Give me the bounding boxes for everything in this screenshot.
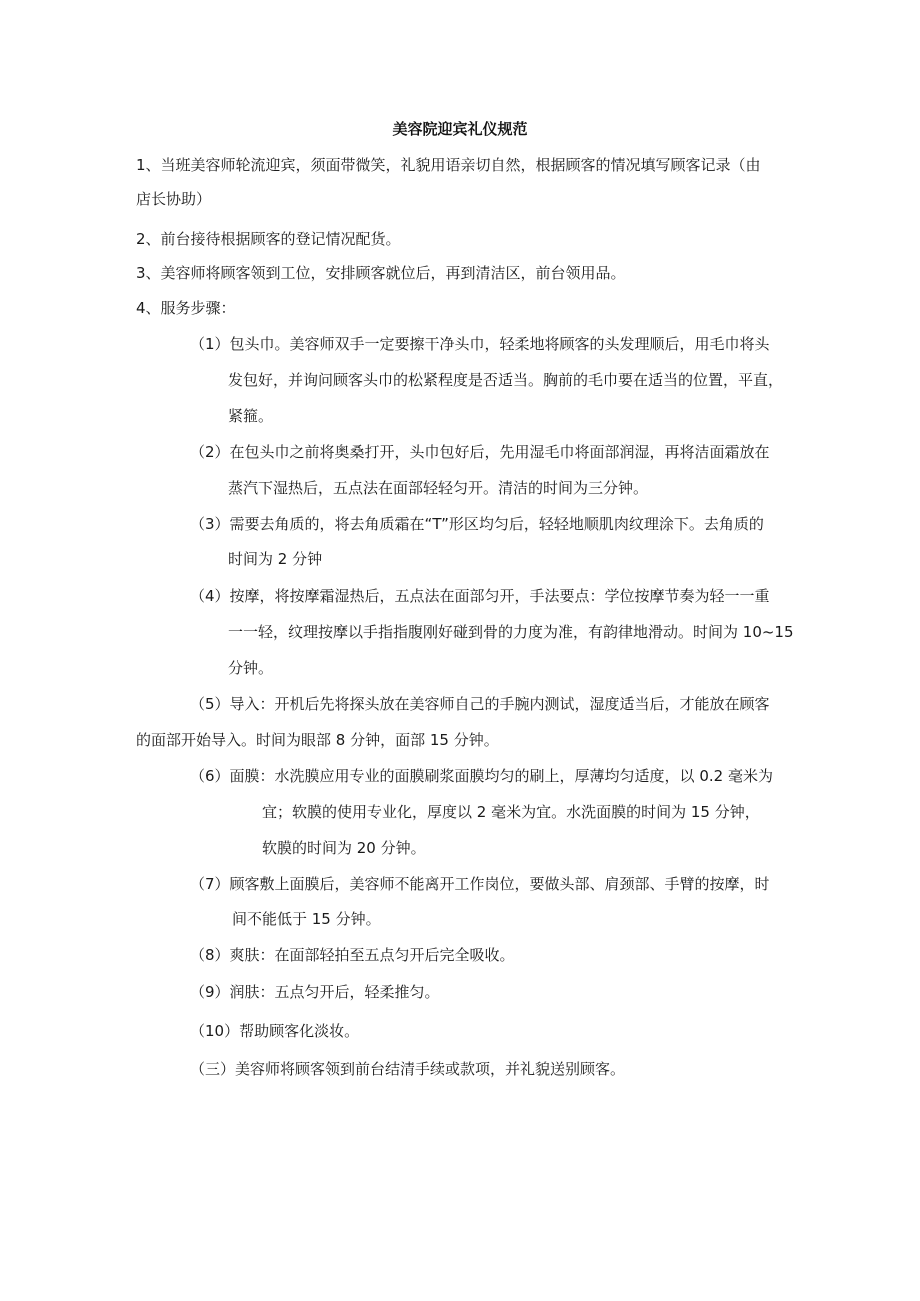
step-3-line-1: （3）需要去角质的，将去角质霜在“T”形区均匀后，轻轻地顺肌肉纹理涂下。去角质的 <box>190 515 764 533</box>
step-1-line-2: 发包好，并询问顾客头巾的松紧程度是否适当。胸前的毛巾要在适当的位置，平直， <box>228 371 784 389</box>
item-1-line-2: 店长协助） <box>136 190 212 208</box>
step-11: （三）美容师将顾客领到前台结清手续或款项，并礼貌送别顾客。 <box>190 1060 626 1078</box>
step-6-line-3: 软膜的时间为 20 分钟。 <box>262 839 426 857</box>
step-3-line-2: 时间为 2 分钟 <box>228 550 323 568</box>
step-4-line-2: 一一轻，纹理按摩以手指指腹刚好碰到骨的力度为准，有韵律地滑动。时间为 10~15 <box>228 623 794 641</box>
step-4-line-3: 分钟。 <box>228 659 274 677</box>
step-7-line-2: 间不能低于 15 分钟。 <box>232 910 381 928</box>
step-8: （8）爽肤：在面部轻拍至五点匀开后完全吸收。 <box>190 946 515 964</box>
step-6-line-2: 宜；软膜的使用专业化，厚度以 2 毫米为宜。水洗面膜的时间为 15 分钟， <box>262 803 760 821</box>
step-6-line-1: （6）面膜：水洗膜应用专业的面膜刷浆面膜均匀的刷上，厚薄均匀适度，以 0.2 毫米为 <box>190 767 773 785</box>
step-2-line-1: （2）在包头巾之前将奥桑打开，头巾包好后，先用湿毛巾将面部润湿，再将洁面霜放在 <box>190 443 770 461</box>
step-5-line-2: 的面部开始导入。时间为眼部 8 分钟，面部 15 分钟。 <box>136 731 499 749</box>
item-3: 3、美容师将顾客领到工位，安排顾客就位后，再到清洁区，前台领用品。 <box>136 264 626 282</box>
step-2-line-2: 蒸汽下湿热后，五点法在面部轻轻匀开。清洁的时间为三分钟。 <box>228 479 649 497</box>
item-4: 4、服务步骤： <box>136 299 236 317</box>
item-1-line-1: 1、当班美容师轮流迎宾，须面带微笑，礼貌用语亲切自然，根据顾客的情况填写顾客记录（由 <box>136 156 761 174</box>
document-title: 美容院迎宾礼仪规范 <box>392 120 528 138</box>
item-2: 2、前台接待根据顾客的登记情况配货。 <box>136 230 401 248</box>
step-9: （9）润肤：五点匀开后，轻柔推匀。 <box>190 983 440 1001</box>
step-1-line-1: （1）包头巾。美容师双手一定要擦干净头巾，轻柔地将顾客的头发理顺后，用毛巾将头 <box>190 335 770 353</box>
step-1-line-3: 紧箍。 <box>228 407 274 425</box>
step-7-line-1: （7）顾客敷上面膜后，美容师不能离开工作岗位，要做头部、肩颈部、手臂的按摩，时 <box>190 875 770 893</box>
step-10: （10）帮助顾客化淡妆。 <box>190 1022 360 1040</box>
step-4-line-1: （4）按摩，将按摩霜湿热后，五点法在面部匀开，手法要点：学位按摩节奏为轻一一重 <box>190 587 770 605</box>
step-5-line-1: （5）导入：开机后先将探头放在美容师自己的手腕内测试，湿度适当后，才能放在顾客 <box>190 695 770 713</box>
